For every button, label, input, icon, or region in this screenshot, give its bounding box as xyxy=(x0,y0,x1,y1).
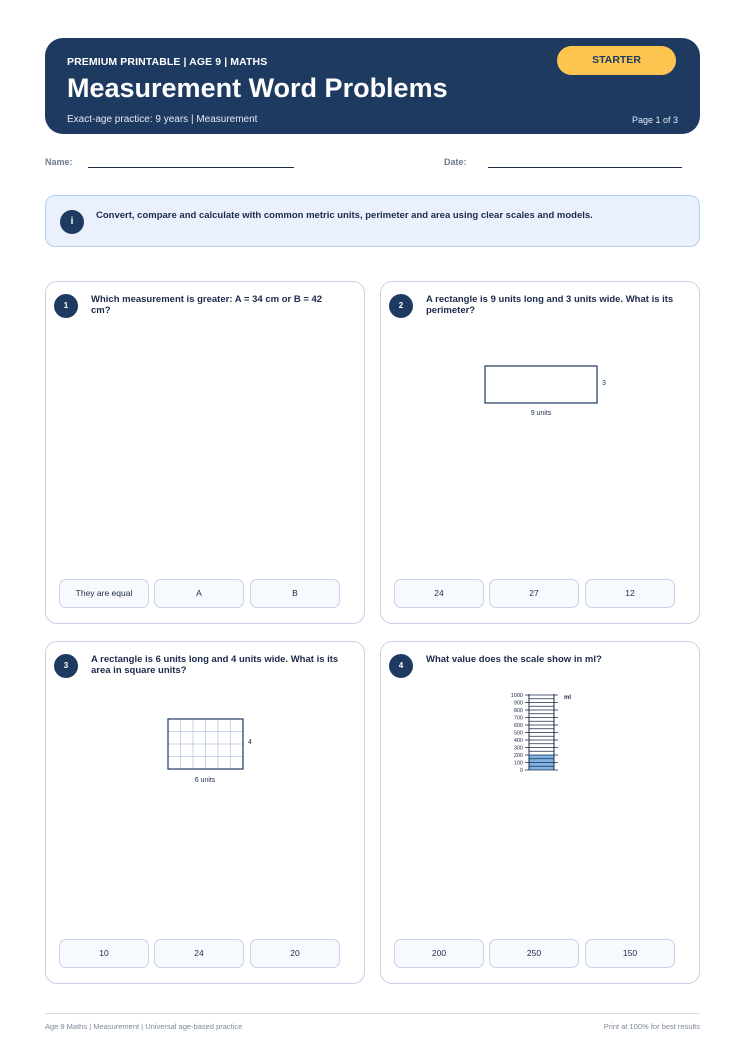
answer-option[interactable]: 24 xyxy=(154,939,244,968)
perimeter-diagram xyxy=(381,282,701,582)
question-text: Which measurement is greater: A = 34 cm or B = 42 cm? xyxy=(91,294,323,316)
header-kicker: PREMIUM PRINTABLE | AGE 9 | MATHS xyxy=(67,56,268,68)
footer-right-text: Print at 100% for best results xyxy=(603,1022,700,1031)
measuring-scale xyxy=(381,642,701,942)
scale-tick-label: 400 xyxy=(513,738,523,744)
scale-tick-label: 500 xyxy=(513,730,523,737)
question-number: 1 xyxy=(54,294,78,318)
question-number: 3 xyxy=(54,654,78,678)
header-subtitle: Exact-age practice: 9 years | Measurement xyxy=(67,114,258,125)
scale-tick-marks xyxy=(525,695,558,770)
answer-option[interactable]: 20 xyxy=(250,939,340,968)
area-diagram xyxy=(46,642,366,942)
info-icon: i xyxy=(60,210,84,234)
scale-tick-label: 200 xyxy=(513,753,523,759)
width-label: 9 units xyxy=(530,410,552,417)
date-label: Date: xyxy=(444,157,467,167)
question-card-3 xyxy=(45,641,365,984)
question-number: 4 xyxy=(389,654,413,678)
answer-option[interactable]: 150 xyxy=(585,939,675,968)
question-card-2 xyxy=(380,281,700,624)
answer-option[interactable]: A xyxy=(154,579,244,608)
grid-lines xyxy=(168,719,243,769)
height-label: 3 xyxy=(602,380,606,387)
instructions-box xyxy=(45,195,700,247)
answer-option[interactable]: B xyxy=(250,579,340,608)
height-label: 4 xyxy=(248,739,252,746)
rectangle-shape xyxy=(485,366,597,403)
question-card-1 xyxy=(45,281,365,624)
answer-option[interactable]: 10 xyxy=(59,939,149,968)
scale-tick-label: 300 xyxy=(513,745,523,752)
answer-option[interactable]: 24 xyxy=(394,579,484,608)
name-line[interactable] xyxy=(88,167,294,168)
question-text: What value does the scale show in ml? xyxy=(426,654,602,665)
question-text: A rectangle is 6 units long and 4 units wide. What is its area in square units? xyxy=(91,654,339,676)
footer-left-text: Age 9 Maths | Measurement | Universal age-based practice xyxy=(45,1022,243,1031)
answer-option[interactable]: 27 xyxy=(489,579,579,608)
scale-tick-label: 0 xyxy=(519,768,523,774)
answer-option[interactable]: 250 xyxy=(489,939,579,968)
answer-option[interactable]: 200 xyxy=(394,939,484,968)
scale-tick-label: 600 xyxy=(513,723,523,729)
worksheet-header xyxy=(45,38,700,134)
width-label: 6 units xyxy=(194,777,216,784)
scale-tick-label: 1000 xyxy=(510,693,523,699)
scale-tick-label: 700 xyxy=(513,715,523,722)
scale-tick-labels xyxy=(511,693,523,774)
name-label: Name: xyxy=(45,157,73,167)
answer-option[interactable]: They are equal xyxy=(59,579,149,608)
level-badge: STARTER xyxy=(557,46,676,75)
question-text: A rectangle is 9 units long and 3 units wide. What is its perimeter? xyxy=(426,294,674,316)
page-title: Measurement Word Problems xyxy=(67,73,448,103)
question-card-4 xyxy=(380,641,700,984)
footer-divider xyxy=(45,1013,700,1014)
scale-tick-label: 900 xyxy=(513,700,523,707)
page-number: Page 1 of 3 xyxy=(631,115,678,125)
scale-unit-label: ml xyxy=(564,695,572,701)
date-line[interactable] xyxy=(488,167,682,168)
answer-option[interactable]: 12 xyxy=(585,579,675,608)
question-number: 2 xyxy=(389,294,413,318)
scale-tick-label: 800 xyxy=(513,708,523,714)
scale-tick-label: 100 xyxy=(513,760,523,767)
instructions-text: Convert, compare and calculate with common metric units, perimeter and area using clear scales and models. xyxy=(96,210,593,221)
